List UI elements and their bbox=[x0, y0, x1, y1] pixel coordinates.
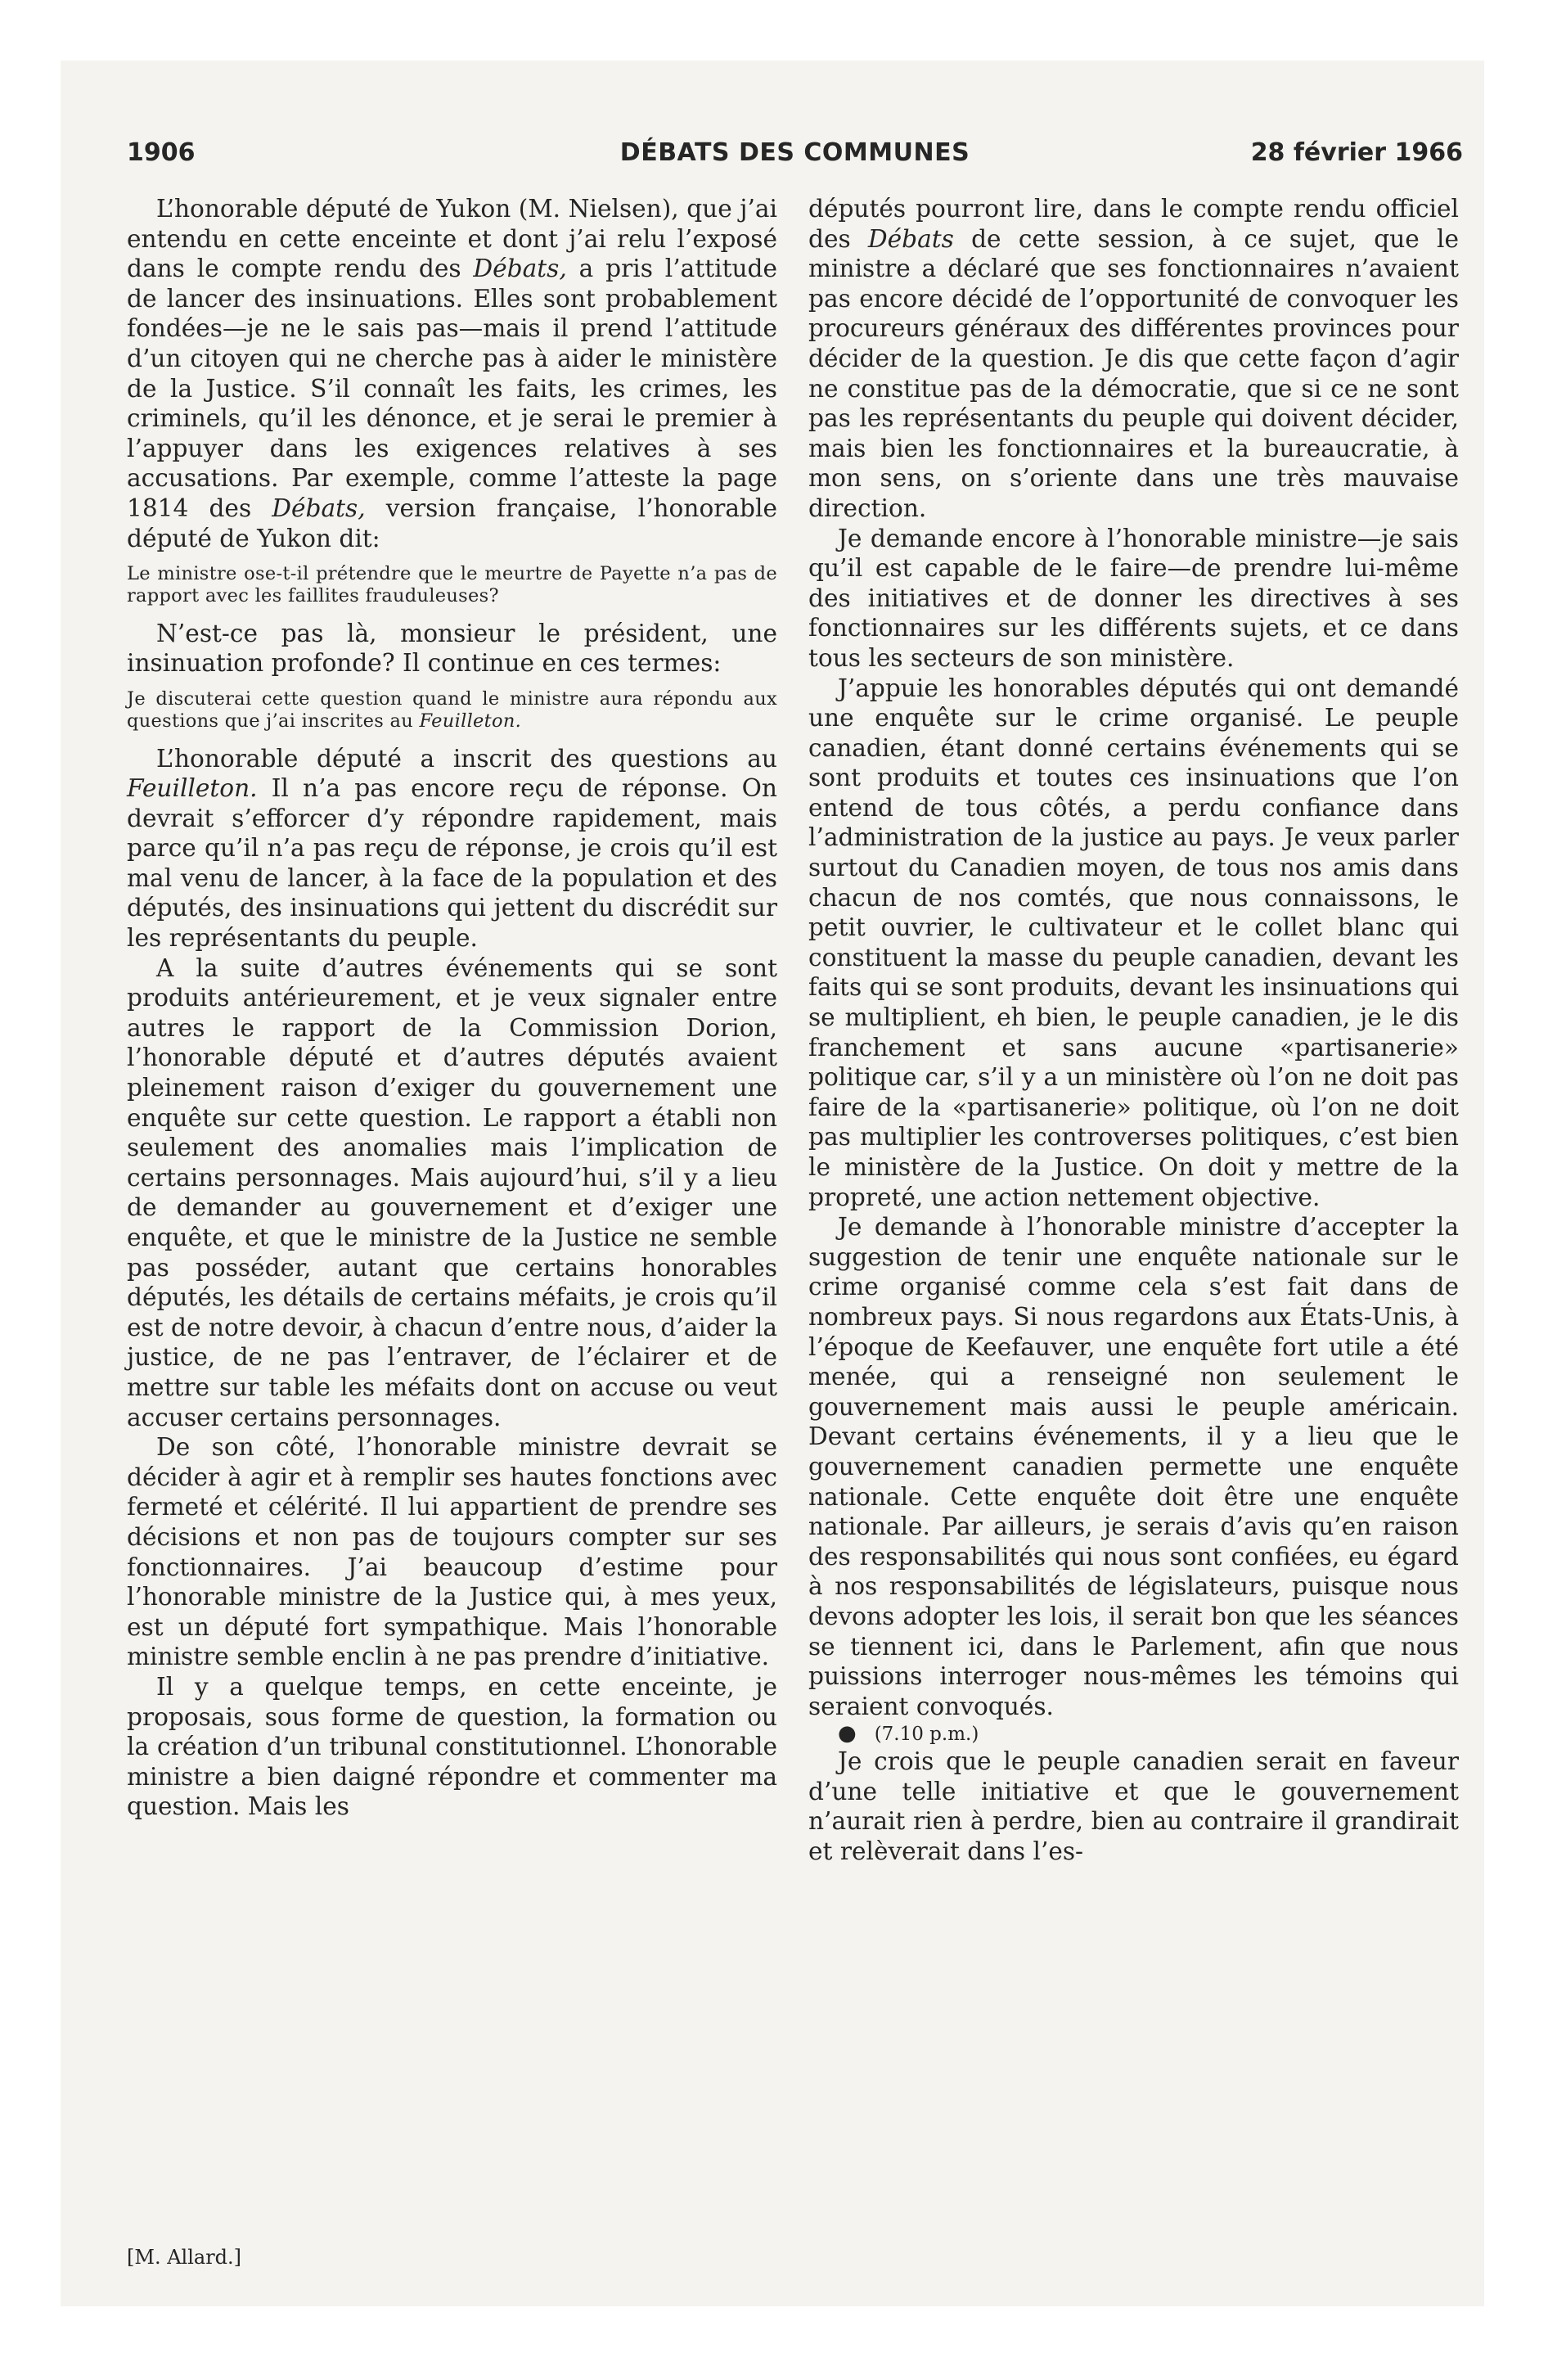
speaker-signature: [M. Allard.] bbox=[127, 2246, 242, 2269]
paragraph: De son côté, l’honorable ministre devrait se décider à agir et à remplir ses hautes fonctions avec fermeté et célérité. Il lui appartient de prendre ses décisions et non pas de toujours compter sur ses fonctionnaires. J’ai beaucoup d’estime pour l’honorable ministre de la Justice qui, à mes yeux, est un député fort sympathique. Mais l’honorable ministre semble enclin à ne pas prendre d’initiative. bbox=[127, 1433, 777, 1671]
right-column bbox=[808, 194, 1459, 1867]
paragraph: Il y a quelque temps, en cette enceinte, je proposais, sous forme de question, la formation ou la création d’un tribunal constitutionnel. L’honorable ministre a bien daigné répondre et commenter ma question. Mais les bbox=[127, 1672, 777, 1821]
paragraph: députés pourront lire, dans le compte rendu officiel des Débats de cette session, à ce sujet, que le ministre a déclaré que ses fonctionnaires n’avaient pas encore décidé de l’opportunité de convoquer les procureurs généraux des différentes provinces pour décider de la question. Je dis que cette façon d’agir ne constitue pas de la démocratie, que si ce ne sont pas les représentants du peuple qui doivent décider, mais bien les fonctionnaires et la bureaucratie, à mon sens, on s’oriente dans une très mauvaise direction. bbox=[808, 195, 1459, 522]
page-number: 1906 bbox=[127, 138, 196, 167]
paragraph: Je demande à l’honorable ministre d’accepter la suggestion de tenir une enquête nationale sur le crime organisé comme cela s’est fait dans de nombreux pays. Si nous regardons aux États-Unis, à l’époque de Keefauver, une enquête fort utile a été menée, qui a renseigné non seulement le gouvernement mais aussi le peuple américain. Devant certains événements, il y a lieu que le gouvernement canadien permette une enquête nationale. Cette enquête doit être une enquête nationale. Par ailleurs, je serais d’avis qu’en raison des responsabilités qui nous sont confiées, eu égard à nos responsabilités de législateurs, puisque nous devons adopter les lois, il serait bon que les séances se tiennent ici, dans le Parlement, afin que nous puissions interroger nous-mêmes les témoins qui seraient convoqués. bbox=[808, 1213, 1459, 1720]
quotation: Je discuterai cette question quand le ministre aura répondu aux questions que j’ai inscrites au Feuilleton. bbox=[127, 687, 777, 732]
paragraph: J’appuie les honorables députés qui ont demandé une enquête sur le crime organisé. Le peuple canadien, étant donné certains événements qui se sont produits et toutes ces insinuations que l’on entend de tous côtés, a perdu confiance dans l’administration de la justice au pays. Je veux parler surtout du Canadien moyen, de tous nos amis dans chacun de nos comtés, que nous connaissons, le petit ouvrier, le cultivateur et le collet blanc qui constituent la masse du peuple canadien, devant les faits qui se sont produits, devant les insinuations qui se multiplient, eh bien, le peuple canadien, je le dis franchement et sans aucune «partisanerie» politique car, s’il y a un ministère où l’on ne doit pas faire de la «partisanerie» politique, où l’on ne doit pas multiplier les controverses politiques, c’est bien le ministère de la Justice. On doit y mettre de la propreté, une action nettement objective. bbox=[808, 674, 1459, 1211]
running-title: DÉBATS DES COMMUNES bbox=[619, 138, 970, 167]
left-column bbox=[127, 194, 777, 1822]
bullet-icon: ● bbox=[838, 1721, 857, 1747]
timestamp: ● (7.10 p.m.) bbox=[838, 1721, 979, 1747]
paragraph: Je demande encore à l’honorable ministre—je sais qu’il est capable de le faire—de prendre lui-même des initiatives et de donner les directives à ses fonctionnaires sur les différents sujets, et ce dans tous les secteurs de son ministère. bbox=[808, 524, 1459, 672]
paragraph: N’est-ce pas là, monsieur le président, une insinuation profonde? Il continue en ces termes: bbox=[127, 619, 777, 678]
header-date: 28 février 1966 bbox=[1250, 138, 1463, 167]
paragraph: A la suite d’autres événements qui se sont produits antérieurement, et je veux signaler entre autres le rapport de la Commission Dorion, l’honorable député et d’autres députés avaient pleinement raison d’exiger du gouvernement une enquête sur cette question. Le rapport a établi non seulement des anomalies mais l’implication de certains personnages. Mais aujourd’hui, s’il y a lieu de demander au gouvernement et d’exiger une enquête, et que le ministre de la Justice ne semble pas posséder, autant que certains honorables députés, les détails de certains méfaits, je crois qu’il est de notre devoir, à chacun d’entre nous, d’aider la justice, de ne pas l’entraver, de l’éclairer et de mettre sur table les méfaits dont on accuse ou veut accuser certains personnages. bbox=[127, 953, 777, 1431]
paragraph: L’honorable député a inscrit des questions au Feuilleton. Il n’a pas encore reçu de réponse. On devrait s’efforcer d’y répondre rapidement, mais parce qu’il n’a pas reçu de réponse, je crois qu’il est mal venu de lancer, à la face de la population et des députés, des insinuations qui jettent du discrédit sur les représentants du peuple. bbox=[127, 744, 777, 953]
page-header bbox=[127, 135, 1463, 171]
paragraph: L’honorable député de Yukon (M. Nielsen), que j’ai entendu en cette enceinte et dont j’ai relu l’exposé dans le compte rendu des Débats, a pris l’attitude de lancer des insinuations. Elles sont probablement fondées—je ne le sais pas—mais il prend l’attitude d’un citoyen qui ne cherche pas à aider le ministère de la Justice. S’il connaît les faits, les crimes, les criminels, qu’il les dénonce, et je serai le premier à l’appuyer dans les exigences relatives à ses accusations. Par exemple, comme l’atteste la page 1814 des Débats, version française, l’honorable député de Yukon dit: bbox=[127, 195, 777, 552]
quotation: Le ministre ose-t-il prétendre que le meurtre de Payette n’a pas de rapport avec les faillites frauduleuses? bbox=[127, 563, 777, 607]
paragraph: Je crois que le peuple canadien serait en faveur d’une telle initiative et que le gouvernement n’aurait rien à perdre, bien au contraire il grandirait et relèverait dans l’es- bbox=[808, 1747, 1459, 1866]
